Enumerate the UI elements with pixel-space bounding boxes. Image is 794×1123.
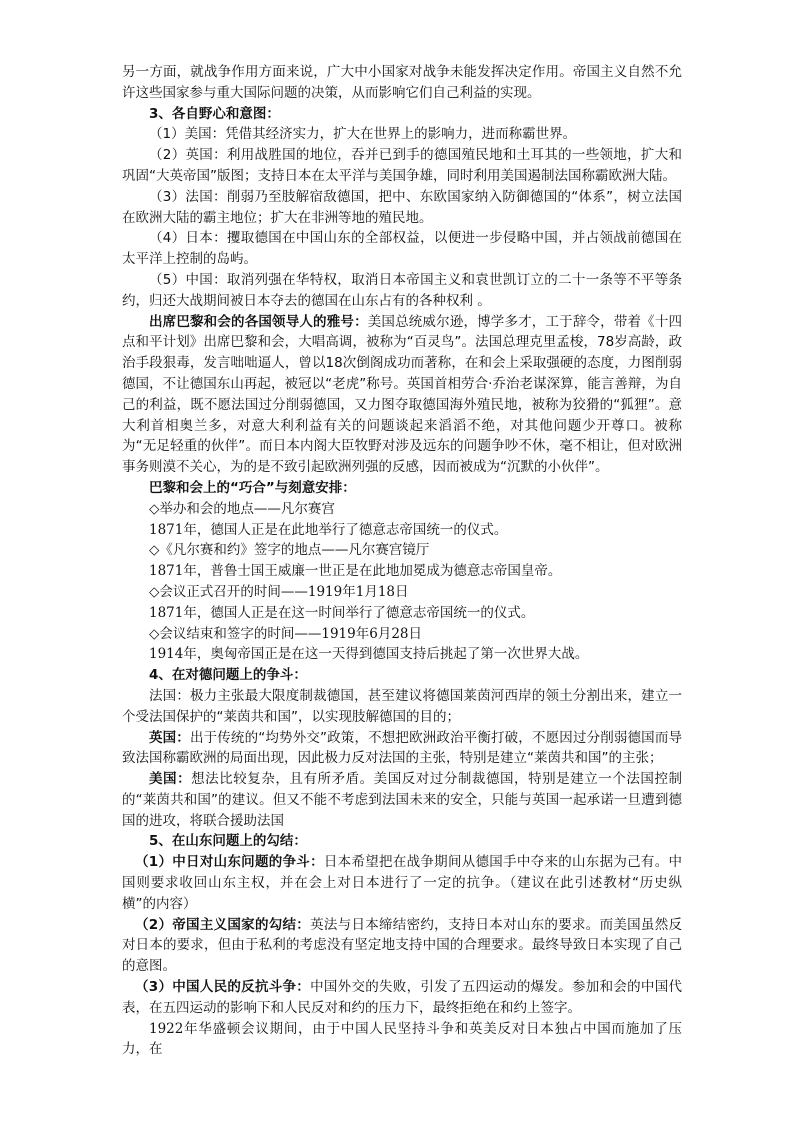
paragraph-lead: （3）中国人民的反抗斗争：	[135, 979, 311, 996]
paragraph-lead: （2）帝国主义国家的勾结：	[135, 916, 311, 933]
paragraph-text: （5）中国：取消列强在华特权，取消日本帝国主义和袁世凯订立的二十一条等不平等条约，归还大战期间被日本夺去的德国在山东占有的各种权利 。	[122, 271, 682, 309]
section-heading-shandong	[122, 831, 682, 852]
paragraph-france-position	[122, 686, 682, 728]
item-text: ◇《凡尔赛和约》签字的地点——凡尔赛宫镜厅	[149, 542, 430, 559]
item-text: 1914年，奥匈帝国正是在这一天得到德国支持后挑起了第一次世界大战。	[149, 646, 589, 663]
item-text: ◇举办和会的地点——凡尔赛宫	[149, 500, 335, 517]
paragraph-usa-position	[122, 769, 682, 831]
section-heading-ambitions	[122, 104, 682, 125]
paragraph-washington-conference	[122, 1019, 682, 1061]
list-item	[122, 499, 682, 520]
paragraph-chinese-resistance	[122, 977, 682, 1019]
heading-text: 3、各自野心和意图：	[149, 105, 280, 122]
paragraph-uk	[122, 145, 682, 187]
paragraph-text: 法国：极力主张最大限度制裁德国，甚至建议将德国莱茵河西岸的领土分割出来，建立一个受法国保护的“莱茵共和国”，以实现肢解德国的目的；	[122, 687, 682, 725]
list-item	[122, 644, 682, 665]
paragraph-lead: （1）中日对山东问题的争斗：	[135, 854, 324, 871]
paragraph-japan	[122, 228, 682, 270]
paragraph-imperialist-collusion	[122, 915, 682, 977]
document-body	[122, 62, 682, 1060]
item-text: 1871年，德国人正是在这一时间举行了德意志帝国统一的仪式。	[149, 604, 535, 621]
list-item	[122, 520, 682, 541]
list-item	[122, 624, 682, 645]
paragraph-text: 英法与日本缔结密约，支持日本对山东的要求。而美国虽然反对日本的要求，但由于私利的考虑没有坚定地支持中国的合理要求。最终导致日本实现了自己的意图。	[122, 916, 682, 975]
paragraph-text: 美国总统威尔逊，博学多才，工于辞令，带着《十四点和平计划》出席巴黎和会，大唱高调，被称为“百灵鸟”。法国总理克里孟梭，78岁高龄，政治手段狠毒，发言咄咄逼人，曾以18次倒阁成功而著称，在和会上采取强硬的态度，力图削弱德国，不让德国东山再起，被冠以“老虎”称号。英国首相劳合·乔治老谋深算，能言善辩，为自己的利益，既不愿法国过分削弱德国，又力图夺取德国海外殖民地，被称为狡猾的“狐狸”。意大利首相奥兰多，对意大利利益有关的问题谈起来滔滔不绝，对其他问题少开尊口。被称为“无足轻重的伙伴”。而日本内阁大臣牧野对涉及远东的问题争吵不休，毫不相让，但对欧洲事务则漠不关心，为的是不致引起欧洲列强的反感，因而被成为“沉默的小伙伴”。	[122, 313, 683, 476]
paragraph-uk-position	[122, 728, 682, 770]
paragraph-text: 想法比较复杂，且有所矛盾。美国反对过分制裁德国，特别是建立一个法国控制的“莱茵共和国”的建议。但又不能不考虑到法国未来的安全，只能与英国一起承诺一旦遭到德国的进攻，将联合援助法国	[122, 771, 683, 829]
list-item	[122, 603, 682, 624]
list-item	[122, 561, 682, 582]
section-heading-coincidences	[122, 478, 682, 499]
paragraph-sino-japanese	[122, 852, 682, 914]
list-item	[122, 582, 682, 603]
heading-text: 巴黎和会上的“巧合”与刻意安排：	[149, 479, 356, 496]
paragraph-lead: 出席巴黎和会的各国领导人的雅号：	[149, 313, 368, 330]
heading-text: 5、在山东问题上的勾结：	[149, 833, 307, 850]
item-text: ◇会议结束和签字的时间——1919年6月28日	[149, 625, 423, 642]
paragraph-usa	[122, 124, 682, 145]
paragraph-text: 中国外交的失败，引发了五四运动的爆发。参加和会的中国代表，在五四运动的影响下和人民反对和约的压力下，最终拒绝在和约上签字。	[122, 979, 682, 1016]
heading-text: 4、在对德问题上的争斗：	[149, 667, 307, 684]
paragraph-text: （4）日本：攫取德国在中国山东的全部权益，以便进一步侵略中国，并占领战前德国在太平洋上控制的岛屿。	[122, 230, 682, 268]
paragraph-text: 1922年华盛顿会议期间，由于中国人民坚持斗争和英美反对日本独占中国而施加了压力，在	[122, 1020, 682, 1058]
paragraph-lead: 英国：	[149, 729, 190, 746]
paragraph-text: 另一方面，就战争作用方面来说，广大中小国家对战争未能发挥决定作用。帝国主义自然不允许这些国家参与重大国际问题的决策，从而影响它们自己利益的实现。	[122, 64, 682, 101]
item-text: 1871年，德国人正是在此地举行了德意志帝国统一的仪式。	[149, 521, 508, 538]
list-item	[122, 540, 682, 561]
paragraph-text: （3）法国：削弱乃至肢解宿敌德国，把中、东欧国家纳入防御德国的“体系”，树立法国在欧洲大陆的霸主地位；扩大在非洲等地的殖民地。	[122, 188, 682, 226]
paragraph-france	[122, 187, 682, 229]
section-heading-germany-dispute	[122, 665, 682, 686]
paragraph-leaders-nicknames	[122, 312, 682, 478]
paragraph-text: 出于传统的“均势外交”政策，不想把欧洲政治平衡打破，不愿因过分削弱德国而导致法国称霸欧洲的局面出现，因此极力反对法国的主张，特别是建立“莱茵共和国”的主张；	[122, 729, 682, 767]
item-text: 1871年，普鲁士国王威廉一世正是在此地加冕成为德意志帝国皇帝。	[149, 563, 562, 580]
paragraph-lead: 美国：	[149, 771, 192, 788]
paragraph-intro	[122, 62, 682, 104]
paragraph-china	[122, 270, 682, 312]
item-text: ◇会议正式召开的时间——1919年1月18日	[149, 583, 409, 600]
paragraph-text: （2）英国：利用战胜国的地位，吞并已到手的德国殖民地和土耳其的一些领地，扩大和巩固“大英帝国”版图；支持日本在太平洋与美国争雄，同时利用美国遏制法国称霸欧洲大陆。	[122, 147, 682, 184]
paragraph-text: 日本希望把在战争期间从德国手中夺来的山东据为己有。中国则要求收回山东主权，并在会上对日本进行了一定的抗争。（建议在此引述教材“历史纵横”的内容）	[122, 854, 683, 912]
paragraph-text: （1）美国：凭借其经济实力，扩大在世界上的影响力，进而称霸世界。	[149, 126, 577, 143]
